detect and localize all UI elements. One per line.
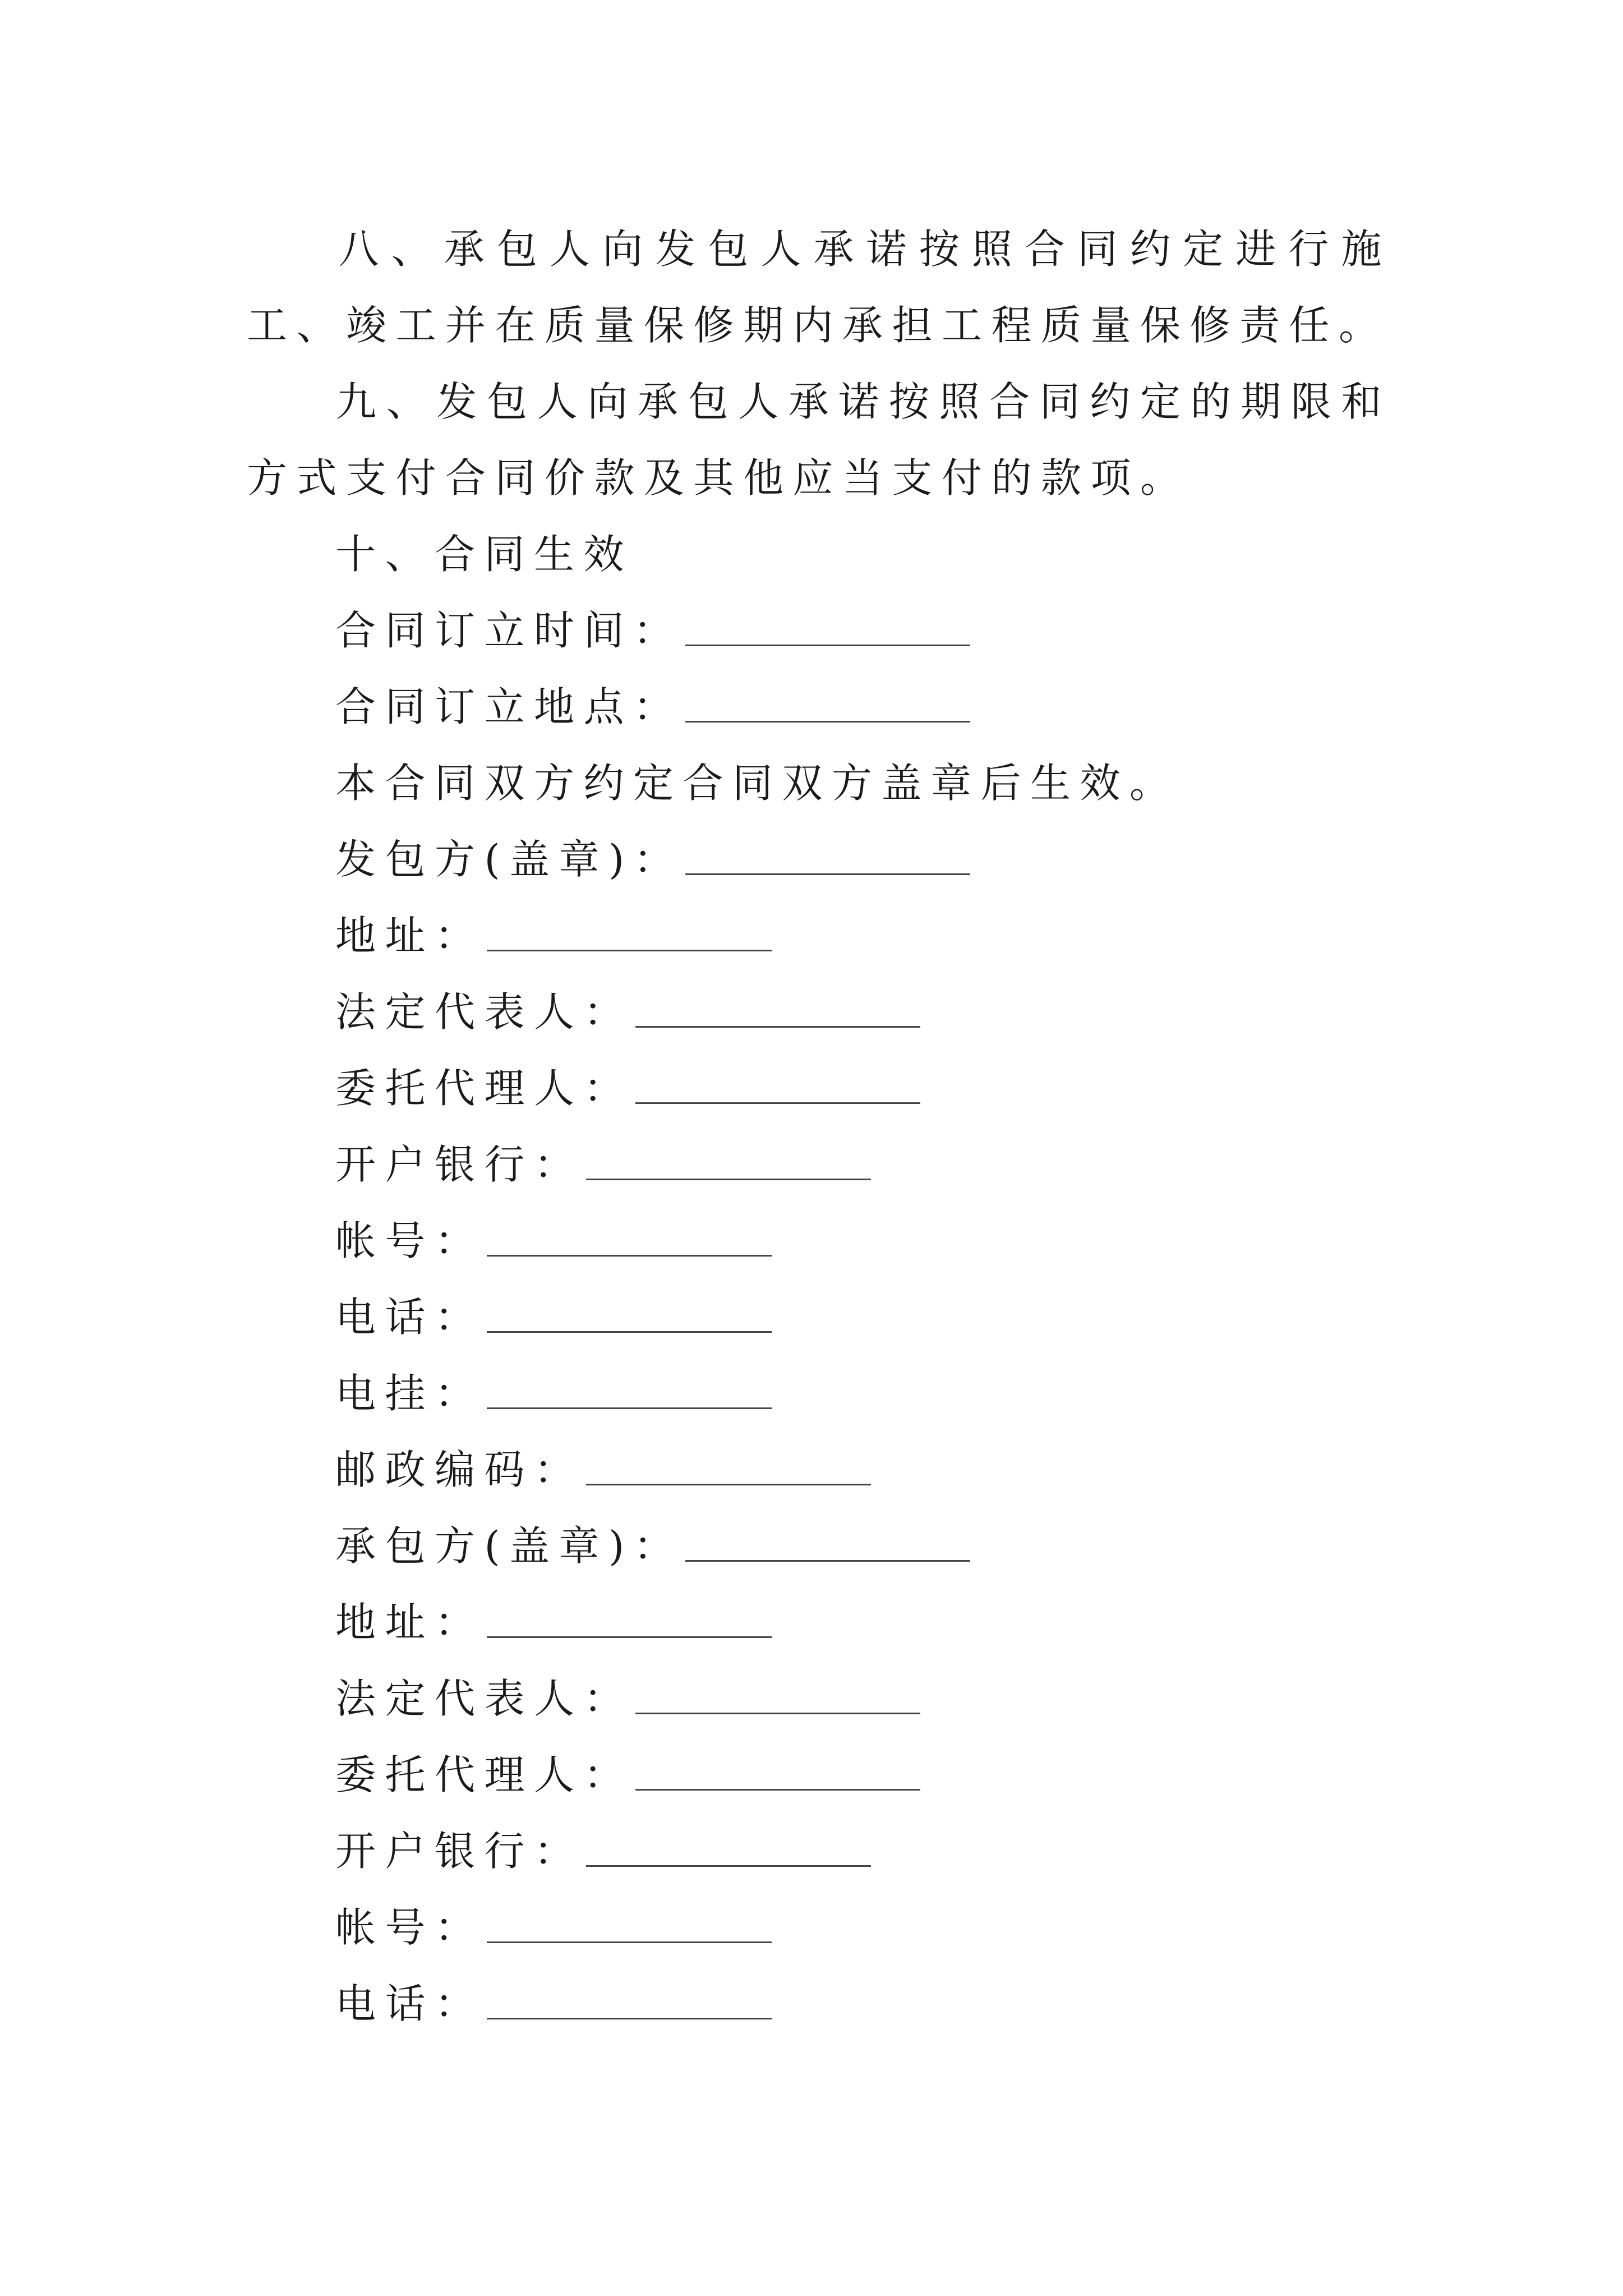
- employer-phone-row: [335, 1279, 772, 1355]
- employer-bank-row: [335, 1126, 871, 1203]
- contract-time-blank: [685, 604, 970, 646]
- contractor-party-row: [335, 1508, 970, 1584]
- clause-9-paragraph: [247, 364, 1391, 516]
- employer-telex-row: [335, 1355, 772, 1432]
- employer-legal-rep-label: 法定代表人：: [335, 988, 634, 1036]
- contractor-agent-row: [335, 1737, 920, 1813]
- employer-postcode-row: [335, 1432, 871, 1508]
- employer-bank-label: 开户银行：: [335, 1141, 584, 1188]
- effective-note-text: 本合同双方约定合同双方盖章后生效。: [335, 760, 1179, 807]
- employer-agent-label: 委托代理人：: [335, 1065, 634, 1112]
- contract-place-blank: [685, 680, 970, 723]
- employer-account-label: 帐号：: [335, 1217, 485, 1264]
- contractor-bank-label: 开户银行：: [335, 1828, 584, 1875]
- contract-time-label: 合同订立时间：: [335, 607, 683, 654]
- employer-legal-rep-row: [335, 974, 920, 1050]
- employer-telex-blank: [487, 1367, 772, 1409]
- contractor-address-blank: [487, 1596, 772, 1638]
- contractor-bank-row: [335, 1813, 871, 1889]
- contract-place-label: 合同订立地点：: [335, 683, 683, 730]
- contractor-legal-rep-label: 法定代表人：: [335, 1675, 634, 1722]
- contractor-account-label: 帐号：: [335, 1904, 485, 1951]
- effective-note-row: [335, 745, 1179, 821]
- clause-8-text: 八、承包人向发包人承诺按照合同约定进行施工、竣工并在质量保修期内承担工程质量保修责任。: [247, 226, 1391, 349]
- section-title-text: 十、合同生效: [335, 531, 634, 578]
- contractor-phone-blank: [487, 1977, 772, 2019]
- contractor-phone-row: [335, 1966, 772, 2042]
- employer-address-row: [335, 898, 772, 974]
- contractor-agent-blank: [635, 1749, 920, 1791]
- clause-8-paragraph: [247, 211, 1391, 364]
- section-title: [335, 516, 633, 592]
- employer-phone-label: 电话：: [335, 1294, 485, 1341]
- employer-postcode-label: 邮政编码：: [335, 1446, 584, 1493]
- employer-account-row: [335, 1203, 772, 1279]
- employer-agent-row: [335, 1050, 920, 1126]
- contractor-party-label: 承包方(盖章)：: [335, 1522, 684, 1570]
- employer-address-blank: [487, 909, 772, 951]
- employer-agent-blank: [635, 1062, 920, 1104]
- contract-time-row: [335, 592, 970, 669]
- employer-bank-blank: [586, 1138, 871, 1180]
- contractor-address-label: 地址：: [335, 1599, 485, 1646]
- contractor-account-row: [335, 1889, 772, 1966]
- clause-9-text: 九、发包人向承包人承诺按照合同约定的期限和方式支付合同价款及其他应当支付的款项。: [247, 378, 1391, 501]
- contractor-party-blank: [685, 1520, 970, 1562]
- employer-party-row: [335, 821, 970, 898]
- contractor-phone-label: 电话：: [335, 1980, 485, 2027]
- contractor-legal-rep-row: [335, 1660, 920, 1737]
- employer-account-blank: [487, 1214, 772, 1257]
- contract-place-row: [335, 669, 970, 745]
- contractor-account-blank: [487, 1901, 772, 1943]
- contractor-bank-blank: [586, 1825, 871, 1867]
- employer-legal-rep-blank: [635, 986, 920, 1028]
- employer-address-label: 地址：: [335, 912, 485, 959]
- contractor-agent-label: 委托代理人：: [335, 1751, 634, 1798]
- employer-party-blank: [685, 833, 970, 875]
- employer-party-label: 发包方(盖章)：: [335, 836, 684, 883]
- employer-postcode-blank: [586, 1443, 871, 1485]
- employer-phone-blank: [487, 1291, 772, 1333]
- contractor-address-row: [335, 1584, 772, 1660]
- employer-telex-label: 电挂：: [335, 1370, 485, 1417]
- contractor-legal-rep-blank: [635, 1672, 920, 1714]
